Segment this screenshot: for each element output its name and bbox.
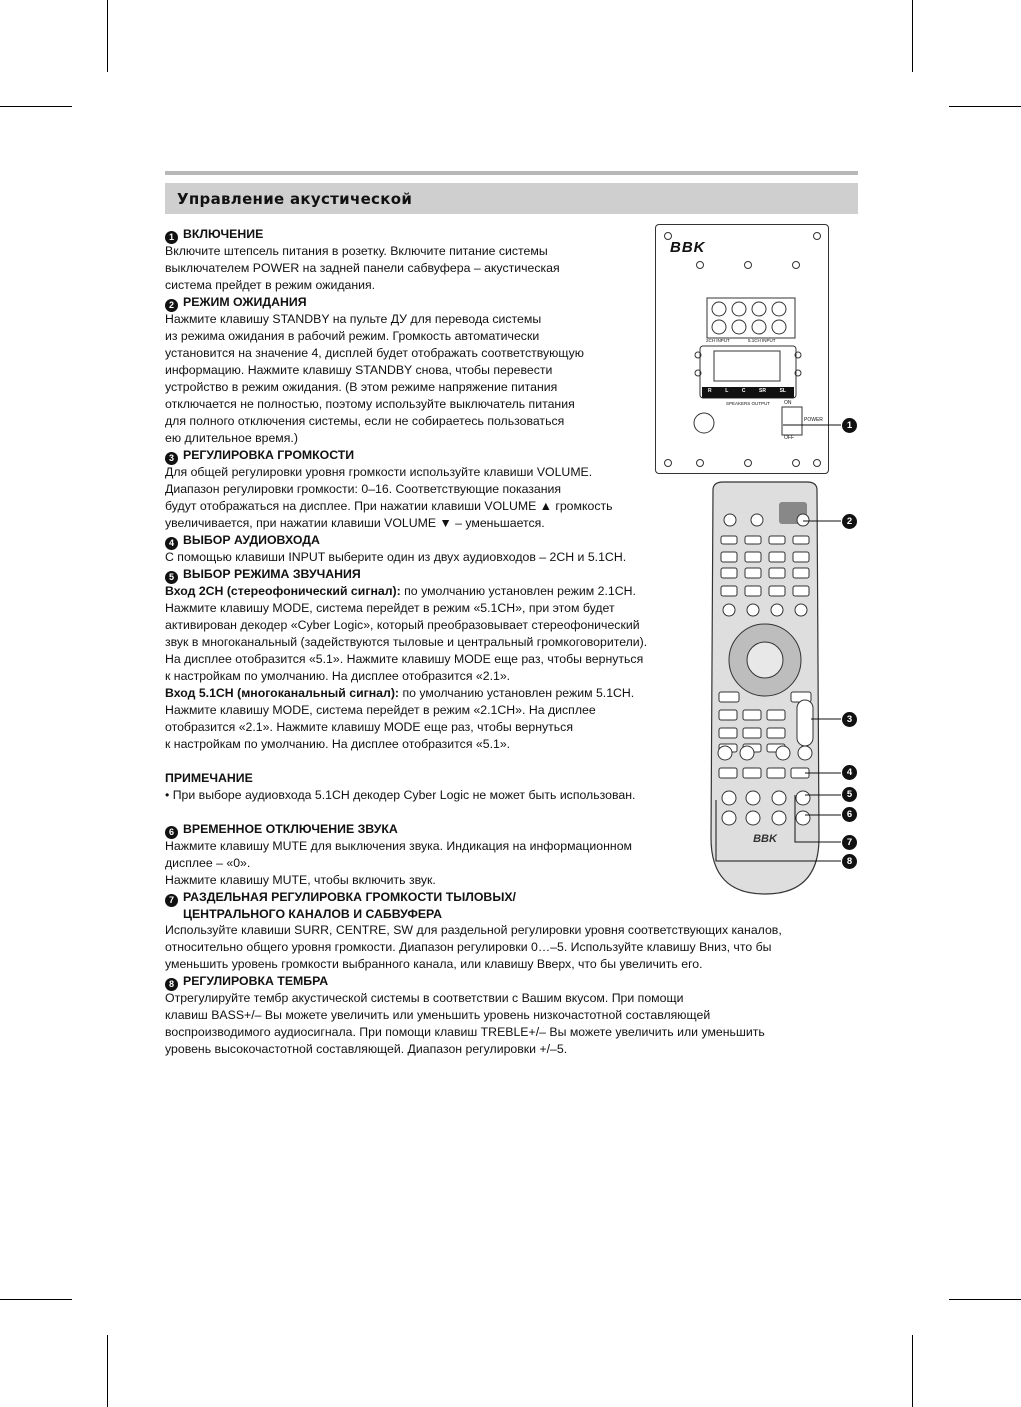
screw — [813, 459, 821, 467]
step-number: 3 — [165, 452, 178, 465]
channel-label: SR — [759, 388, 766, 394]
channel-label: C — [741, 388, 746, 394]
section-heading — [165, 889, 647, 906]
heading-text: РЕГУЛИРОВКА ТЕМБРА — [183, 974, 329, 988]
text-line: активирован декодер «Cyber Logic», который преобразовывает стереофонический — [165, 618, 640, 632]
heading-text: ВКЛЮЧЕНИЕ — [183, 227, 264, 241]
heading-text: ВРЕМЕННОЕ ОТКЛЮЧЕНИЕ ЗВУКА — [183, 822, 398, 836]
text-line: ею длительное время.) — [165, 431, 298, 445]
power-switch — [780, 405, 804, 439]
text-line: Нажмите клавишу MUTE для выключения звука. Индикация на информационном — [165, 839, 632, 853]
channel-labels — [708, 388, 786, 394]
input-mode-label: Вход 2CH (стереофонический сигнал): — [165, 584, 401, 598]
instructions-text-full — [165, 922, 782, 1058]
text-line: Отрегулируйте тембр акустической системы в соответствии с Вашим вкусом. При помощи — [165, 991, 684, 1005]
step-number: 4 — [165, 537, 178, 550]
text-line: На дисплее отобразится «5.1». Нажмите клавишу MODE еще раз, чтобы вернуться — [165, 652, 644, 666]
callout-8: 8 — [842, 854, 857, 869]
spacer — [165, 804, 647, 821]
text-line: система прейдет в режим ожидания. — [165, 278, 376, 292]
text-line: Диапазон регулировки громкости: 0–16. Соответствующие показания — [165, 482, 562, 496]
input-jacks — [701, 297, 801, 343]
screw — [792, 261, 800, 269]
callout-5: 5 — [842, 787, 857, 802]
heading-text: РЕГУЛИРОВКА ГРОМКОСТИ — [183, 448, 355, 462]
section-heading — [165, 447, 647, 464]
text-line: устройство в режим ожидания. (В этом режиме напряжение питания — [165, 380, 558, 394]
input-mode-label: Вход 5.1CH (многоканальный сигнал): — [165, 686, 400, 700]
screw — [744, 459, 752, 467]
screw — [664, 459, 672, 467]
callout-6: 6 — [842, 807, 857, 822]
screw — [664, 232, 672, 240]
screw — [813, 232, 821, 240]
text-line: Включите штепсель питания в розетку. Включите питание системы — [165, 244, 548, 258]
text-line: к настройкам по умолчанию. На дисплее отобразится «2.1». — [165, 669, 511, 683]
text-line: С помощью клавиши INPUT выберите один из двух аудиовходов – 2CH и 5.1CH. — [165, 550, 627, 564]
crop-mark — [912, 0, 913, 72]
step-number: 1 — [165, 231, 178, 244]
text-line: для полного отключения системы, если не собираетесь пользоваться — [165, 414, 565, 428]
switch-off-label: OFF — [784, 435, 794, 441]
text-line: установится на значение 4, дисплей будет отображать соответствующую — [165, 346, 584, 360]
crop-mark — [949, 1299, 1021, 1300]
screw — [744, 261, 752, 269]
switch-on-label: ON — [784, 400, 792, 406]
callout-2: 2 — [842, 514, 857, 529]
input-51-label: 5.1CH INPUT — [748, 338, 776, 343]
text-line: из режима ожидания в рабочий режим. Громкость автоматически — [165, 329, 540, 343]
text-line: уровень высокочастотной составляющей. Диапазон регулировки +/–5. — [165, 1042, 568, 1056]
header-rule — [165, 171, 858, 175]
text-line: будут отображаться на дисплее. При нажатии клавиши VOLUME ▲ громкость — [165, 499, 613, 513]
power-label: POWER — [804, 417, 823, 423]
text-line: отключается не полностью, поэтому используйте выключатель питания — [165, 397, 575, 411]
remote-brand: BBK — [753, 833, 777, 845]
callout-1: 1 — [842, 418, 857, 433]
crop-mark — [949, 106, 1021, 107]
crop-mark — [107, 1335, 108, 1407]
callout-3: 3 — [842, 712, 857, 727]
speakers-label: SPEAKERS OUTPUT — [726, 401, 771, 406]
speaker-terminal-block — [692, 343, 804, 405]
text-line — [165, 685, 647, 702]
spacer — [165, 753, 647, 770]
channel-label: SL — [779, 388, 786, 394]
power-cord-socket — [692, 411, 716, 435]
crop-mark — [0, 106, 72, 107]
input-2ch-label: 2CH INPUT — [706, 338, 730, 343]
text-line: к настройкам по умолчанию. На дисплее отобразится «5.1». — [165, 737, 511, 751]
section-heading — [165, 532, 647, 549]
section-heading — [165, 566, 647, 583]
crop-mark — [912, 1335, 913, 1407]
text-line: относительно общего уровня громкости. Диапазон регулировки 0…–5. Используйте клавишу Вниз, что бы — [165, 940, 772, 954]
section-heading — [165, 294, 647, 311]
instructions-text-left — [165, 226, 647, 923]
text-line: • При выборе аудиовхода 5.1CH декодер Cyber Logic не может быть использован. — [165, 788, 636, 802]
heading-text: ВЫБОР РЕЖИМА ЗВУЧАНИЯ — [183, 567, 361, 581]
section-heading-continued: ЦЕНТРАЛЬНОГО КАНАЛОВ И САБВУФЕРА — [183, 907, 443, 921]
step-number: 5 — [165, 571, 178, 584]
step-number: 8 — [165, 978, 178, 991]
text-line: увеличивается, при нажатии клавиши VOLUME ▼ – уменьшается. — [165, 516, 545, 530]
step-number: 2 — [165, 299, 178, 312]
text-line: дисплее – «0». — [165, 856, 251, 870]
remote-control — [705, 478, 825, 898]
crop-mark — [0, 1299, 72, 1300]
text-line: Используйте клавиши SURR, CENTRE, SW для раздельной регулировки уровня соответствующих каналов, — [165, 923, 782, 937]
note-heading: ПРИМЕЧАНИЕ — [165, 771, 253, 785]
text-line: клавиш BASS+/– Вы можете увеличить или уменьшить уровень низкочастотной составляющей — [165, 1008, 711, 1022]
crop-mark — [107, 0, 108, 72]
text-fragment: по умолчанию установлен режим 2.1CH. — [400, 584, 636, 598]
section-heading — [165, 821, 647, 838]
step-number: 7 — [165, 894, 178, 907]
channel-label: R — [708, 388, 712, 394]
text-line: Нажмите клавишу MODE, система перейдет в режим «2.1CH». На дисплее — [165, 703, 596, 717]
heading-text: ВЫБОР АУДИОВХОДА — [183, 533, 320, 547]
heading-text: РЕЖИМ ОЖИДАНИЯ — [183, 295, 307, 309]
text-line: Нажмите клавишу MODE, система перейдет в режим «5.1CH», при этом будет — [165, 601, 615, 615]
text-fragment: по умолчанию установлен режим 5.1CH. — [399, 686, 635, 700]
callout-7: 7 — [842, 835, 857, 850]
subwoofer-rear-panel — [655, 224, 829, 474]
text-line: Нажмите клавишу MUTE, чтобы включить звук. — [165, 873, 436, 887]
text-line: звук в многоканальный (задействуются тыловые и центральный громкоговорители). — [165, 635, 648, 649]
text-line: информацию. Нажмите клавишу STANDBY снова, чтобы перевести — [165, 363, 553, 377]
text-line: Для общей регулировки уровня громкости используйте клавиши VOLUME. — [165, 465, 593, 479]
heading-text: РАЗДЕЛЬНАЯ РЕГУЛИРОВКА ГРОМКОСТИ ТЫЛОВЫХ/ — [183, 890, 516, 904]
text-line: Нажмите клавишу STANDBY на пульте ДУ для перевода системы — [165, 312, 542, 326]
text-line — [165, 583, 647, 600]
text-line: уменьшить уровень громкости выбранного канала, или клавишу Вверх, что бы увеличить его. — [165, 957, 703, 971]
section-heading — [165, 226, 647, 243]
step-number: 6 — [165, 826, 178, 839]
brand-logo: BBK — [670, 239, 706, 256]
section-title: Управление акустической — [165, 183, 858, 214]
text-line: выключателем POWER на задней панели сабвуфера – акустическая — [165, 261, 560, 275]
channel-label: L — [725, 388, 729, 394]
screw — [696, 459, 704, 467]
callout-4: 4 — [842, 765, 857, 780]
text-line: отобразится «2.1». Нажмите клавишу MODE еще раз, чтобы вернуться — [165, 720, 573, 734]
section-heading — [165, 973, 782, 990]
screw — [696, 261, 704, 269]
text-line: воспроизводимого аудиосигнала. При помощи клавиш TREBLE+/– Вы можете увеличить или уменьшить — [165, 1025, 765, 1039]
screw — [792, 459, 800, 467]
